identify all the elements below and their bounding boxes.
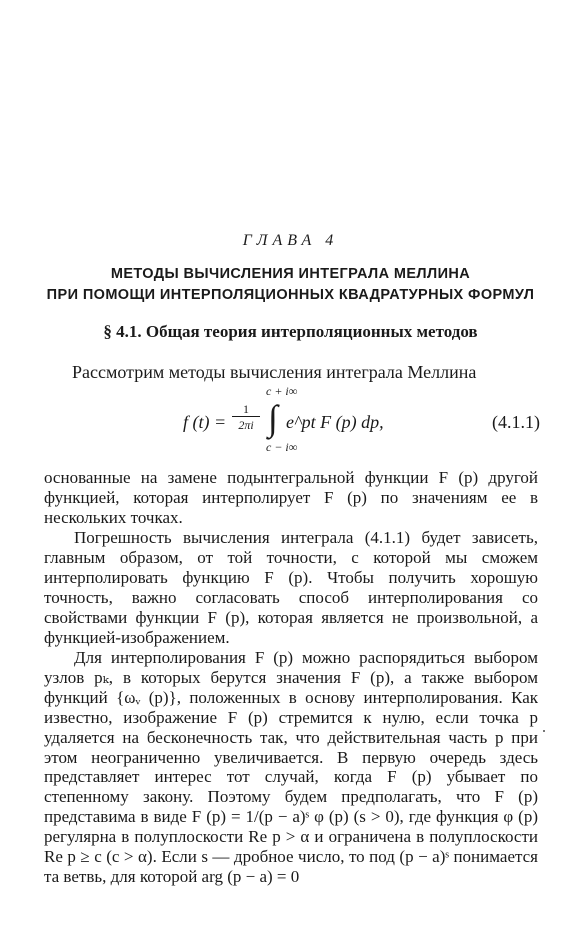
print-speck (543, 730, 545, 732)
chapter-title-line-2: ПРИ ПОМОЩИ ИНТЕРПОЛЯЦИОННЫХ КВАДРАТУРНЫХ ФОРМУЛ (46, 287, 535, 303)
equation-number: (4.1.1) (492, 412, 540, 432)
integral-lower-limit: c − i∞ (266, 440, 298, 454)
intro-sentence: Рассмотрим методы вычисления интеграла Меллина (72, 362, 477, 382)
paragraph-3-text: Для интерполирования F (p) можно распорядиться выбором узлов pₖ, в которых берутся значения F (p), а также выбором функций {ωᵥ (p)}, положенных в основу интерполирования. Как известно, изображение F (p) стремится к нулю, если точка p удаляется на бесконечность так, что действительная часть p при этом неограниченно увеличивается. В первую очередь здесь представляет интерес тот случай, когда F (p) убывает по степенному закону. Поэтому будем предполагать, что F (p) представима в виде F (p) = 1/(p − a)ˢ φ (p) (s > 0), где функция φ (p) регулярна в полуплоскости Re p > α и ограничена в полуплоскости Re p ≥ c (c > α). Если s — дробное число, то под (p − a)ˢ понимается та ветвь, для которой arg (p − a) = 0 (44, 648, 538, 886)
formula-lhs: f (t) = (183, 412, 227, 432)
fraction-denominator: 2πi (238, 418, 254, 432)
chapter-title (20, 264, 561, 306)
integral-sign: ∫ (268, 398, 278, 438)
section-title: § 4.1. Общая теория интерполяционных методов (103, 322, 478, 341)
chapter-title-line-1: МЕТОДЫ ВЫЧИСЛЕНИЯ ИНТЕГРАЛА МЕЛЛИНА (110, 266, 471, 282)
formula-integrand: e^pt F (p) dp, (286, 412, 384, 432)
chapter-label: ГЛАВА 4 (242, 232, 339, 249)
formula-fraction (232, 402, 260, 433)
fraction-numerator: 1 (232, 402, 260, 417)
paragraph-2-text: Погрешность вычисления интеграла (4.1.1) будет зависеть, главным образом, от той точности, с которой мы сможем интерполировать функцию F (p). Чтобы получить хорошую точность, важно согласовать способ интерполирования со свойствами функции F (p), которая является не произвольной, а функцией-изображением. (44, 528, 538, 647)
formula-4-1-1 (180, 384, 540, 460)
integral-upper-limit: c + i∞ (266, 384, 298, 398)
paragraph-1: основанные на замене подынтегральной функции F (p) другой функцией, которая интерполирует F (p) по значениям ее в нескольких точках. (44, 468, 538, 527)
paragraph-2 (44, 528, 538, 647)
paragraph-3 (44, 648, 538, 887)
